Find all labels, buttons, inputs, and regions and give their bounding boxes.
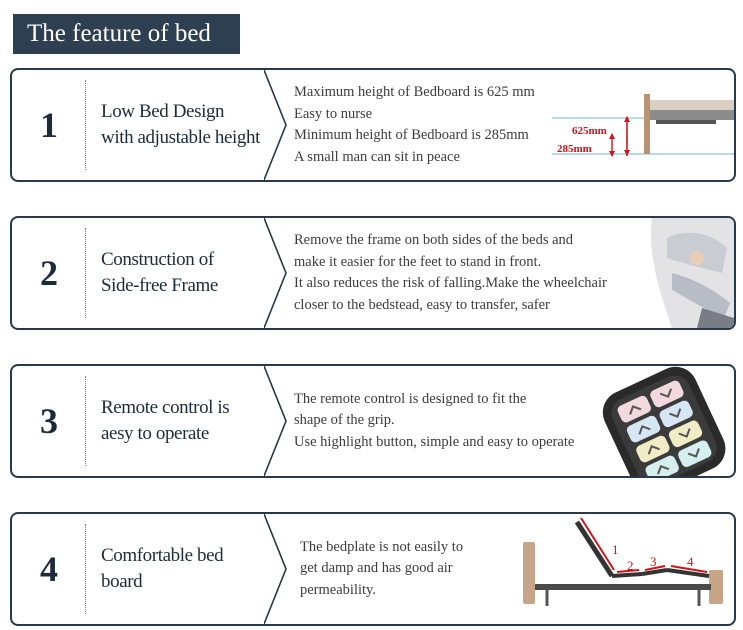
height-label-min: 285mm xyxy=(557,143,592,155)
feature-card-1 xyxy=(10,68,736,182)
feature-description xyxy=(294,218,607,328)
feature-card-4 xyxy=(10,512,736,626)
page-title: The feature of bed xyxy=(13,14,240,54)
feature-heading xyxy=(101,218,281,328)
board-section-label: 4 xyxy=(687,554,694,569)
feature-number: 1 xyxy=(40,105,58,145)
feature-card-3 xyxy=(10,364,736,478)
description-line: closer to the bedstead, easy to transfer, safer xyxy=(294,296,550,313)
feature-heading-line: Remote control is xyxy=(101,397,230,418)
description-line: get damp and has good air xyxy=(300,560,453,577)
description-line: The bedplate is not easily to xyxy=(300,538,464,555)
feature-number: 3 xyxy=(40,401,58,441)
feature-description xyxy=(294,366,574,476)
feature-heading-line: Comfortable bed xyxy=(101,545,224,566)
feature-card-2 xyxy=(10,216,736,330)
description-line: permeability. xyxy=(300,581,376,598)
dotted-divider xyxy=(85,524,86,614)
description-line: Use highlight button, simple and easy to operate xyxy=(294,433,575,450)
feature-number: 4 xyxy=(40,549,58,589)
board-section-label: 3 xyxy=(650,554,657,569)
feature-heading-line: Side-free Frame xyxy=(101,275,218,296)
board-section-label: 1 xyxy=(612,542,619,557)
description-line: The remote control is designed to fit the xyxy=(294,390,527,407)
feature-heading-line: board xyxy=(101,571,143,592)
feature-description xyxy=(300,514,463,624)
dotted-divider xyxy=(85,80,86,170)
dotted-divider xyxy=(85,228,86,318)
height-label-max: 625mm xyxy=(572,125,607,137)
description-line: Maximum height of Bedboard is 625 mm xyxy=(294,84,535,100)
feature-heading xyxy=(101,70,281,180)
feature-description xyxy=(294,70,535,180)
dotted-divider xyxy=(85,376,86,466)
feature-heading-line: Low Bed Design xyxy=(101,101,225,122)
feature-number: 2 xyxy=(40,253,58,293)
description-line: make it easier for the feet to stand in front. xyxy=(294,253,542,270)
board-section-label: 2 xyxy=(627,558,634,573)
feature-heading-line: aesy to operate xyxy=(101,423,209,444)
chevron-divider-icon xyxy=(264,514,304,624)
feature-heading-line: Construction of xyxy=(101,249,214,270)
patient-on-bed-image xyxy=(642,218,734,328)
description-line: A small man can sit in peace xyxy=(294,148,460,165)
feature-heading xyxy=(101,366,281,476)
feature-heading xyxy=(101,514,281,624)
description-line: It also reduces the risk of falling.Make the wheelchair xyxy=(294,275,607,291)
description-line: Minimum height of Bedboard is 285mm xyxy=(294,127,529,143)
description-line: Easy to nurse xyxy=(294,105,373,122)
remote-control-image xyxy=(572,366,734,476)
feature-heading-line: with adjustable height xyxy=(101,127,260,148)
adjustable-bed-board-image xyxy=(517,514,727,624)
bed-height-image xyxy=(552,70,734,180)
description-line: Remove the frame on both sides of the beds and xyxy=(294,232,574,248)
description-line: shape of the grip. xyxy=(294,412,395,429)
